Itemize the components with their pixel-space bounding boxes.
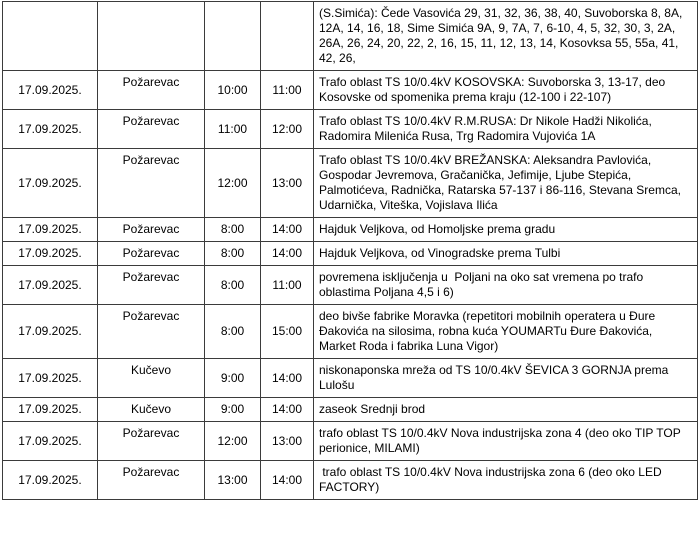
description-cell: niskonaponska mreža od TS 10/0.4kV ŠEVICA 3 GORNJA prema Lulošu — [314, 359, 698, 398]
table-row — [3, 359, 698, 398]
end-time-cell: 15:00 — [261, 305, 314, 359]
date-cell: 17.09.2025. — [3, 110, 98, 149]
table-row — [3, 266, 698, 305]
description-cell: Hajduk Veljkova, od Homoljske prema gradu — [314, 218, 698, 242]
table-row — [3, 305, 698, 359]
start-time-cell: 9:00 — [205, 359, 261, 398]
start-time-cell: 12:00 — [205, 149, 261, 218]
date-cell: 17.09.2025. — [3, 359, 98, 398]
table-row — [3, 71, 698, 110]
table-row — [3, 242, 698, 266]
date-cell: 17.09.2025. — [3, 242, 98, 266]
description-cell: deo bivše fabrike Moravka (repetitori mobilnih operatera u Đure Đakovića na silosima, robna kuća YOUMARTu Đure Đakovića, Market Roda i fabrika Luna Vigor) — [314, 305, 698, 359]
description-cell: Trafo oblast TS 10/0.4kV KOSOVSKA: Suvoborska 3, 13-17, deo Kosovske od spomenika prema kraju (12-100 i 22-107) — [314, 71, 698, 110]
date-cell: 17.09.2025. — [3, 461, 98, 500]
end-time-cell: 14:00 — [261, 461, 314, 500]
municipality-cell — [98, 2, 205, 71]
table-row — [3, 422, 698, 461]
municipality-cell: Kučevo — [98, 398, 205, 422]
description-cell: (S.Simića): Čede Vasovića 29, 31, 32, 36, 38, 40, Suvoborska 8, 8A, 12A, 14, 16, 18, Sime Simića 9A, 9, 7A, 7, 6-10, 4, 5, 32, 30, 3, 2A, 26A, 26, 24, 20, 22, 2, 16, 15, 11, 12, 13, 14, Kosovksa 55, 55a, 41, 42, 26, — [314, 2, 698, 71]
start-time-cell: 8:00 — [205, 266, 261, 305]
municipality-cell: Požarevac — [98, 461, 205, 500]
description-cell: trafo oblast TS 10/0.4kV Nova industrijska zona 6 (deo oko LED FACTORY) — [314, 461, 698, 500]
date-cell: 17.09.2025. — [3, 218, 98, 242]
municipality-cell: Požarevac — [98, 110, 205, 149]
end-time-cell: 14:00 — [261, 242, 314, 266]
end-time-cell: 11:00 — [261, 71, 314, 110]
start-time-cell: 12:00 — [205, 422, 261, 461]
date-cell: 17.09.2025. — [3, 422, 98, 461]
municipality-cell: Požarevac — [98, 149, 205, 218]
description-cell: Hajduk Veljkova, od Vinogradske prema Tulbi — [314, 242, 698, 266]
date-cell: 17.09.2025. — [3, 149, 98, 218]
end-time-cell: 14:00 — [261, 218, 314, 242]
date-cell: 17.09.2025. — [3, 398, 98, 422]
start-time-cell: 8:00 — [205, 218, 261, 242]
municipality-cell: Požarevac — [98, 242, 205, 266]
end-time-cell: 14:00 — [261, 359, 314, 398]
table-row — [3, 461, 698, 500]
municipality-cell: Požarevac — [98, 71, 205, 110]
start-time-cell: 8:00 — [205, 305, 261, 359]
date-cell: 17.09.2025. — [3, 266, 98, 305]
outage-schedule-table — [2, 1, 698, 500]
table-row — [3, 2, 698, 71]
start-time-cell: 8:00 — [205, 242, 261, 266]
start-time-cell: 13:00 — [205, 461, 261, 500]
end-time-cell: 13:00 — [261, 422, 314, 461]
description-cell: trafo oblast TS 10/0.4kV Nova industrijska zona 4 (deo oko TIP TOP perionice, MILAMI) — [314, 422, 698, 461]
table-row — [3, 398, 698, 422]
description-cell: Trafo oblast TS 10/0.4kV BREŽANSKA: Aleksandra Pavlovića, Gospodar Jevremova, Gračanička, Jefimije, Ljube Stepića, Palmotićeva, Radnička, Ratarska 57-137 i 86-116, Stevana Sremca, Udarnička, Viteška, Vojislava Ilića — [314, 149, 698, 218]
date-cell: 17.09.2025. — [3, 305, 98, 359]
table-row — [3, 110, 698, 149]
outage-table-body — [3, 2, 698, 500]
table-row — [3, 218, 698, 242]
municipality-cell: Požarevac — [98, 422, 205, 461]
end-time-cell — [261, 2, 314, 71]
start-time-cell: 10:00 — [205, 71, 261, 110]
description-cell: Trafo oblast TS 10/0.4kV R.M.RUSA: Dr Nikole Hadži Nikolića, Radomira Milenića Rusa, Trg Radomira Vujovića 1A — [314, 110, 698, 149]
table-row — [3, 149, 698, 218]
end-time-cell: 11:00 — [261, 266, 314, 305]
description-cell: povremena isključenja u Poljani na oko sat vremena po trafo oblastima Poljana 4,5 i 6) — [314, 266, 698, 305]
date-cell: 17.09.2025. — [3, 71, 98, 110]
municipality-cell: Požarevac — [98, 266, 205, 305]
description-cell: zaseok Srednji brod — [314, 398, 698, 422]
start-time-cell: 11:00 — [205, 110, 261, 149]
start-time-cell: 9:00 — [205, 398, 261, 422]
end-time-cell: 14:00 — [261, 398, 314, 422]
end-time-cell: 12:00 — [261, 110, 314, 149]
date-cell — [3, 2, 98, 71]
municipality-cell: Kučevo — [98, 359, 205, 398]
municipality-cell: Požarevac — [98, 218, 205, 242]
start-time-cell — [205, 2, 261, 71]
end-time-cell: 13:00 — [261, 149, 314, 218]
municipality-cell: Požarevac — [98, 305, 205, 359]
